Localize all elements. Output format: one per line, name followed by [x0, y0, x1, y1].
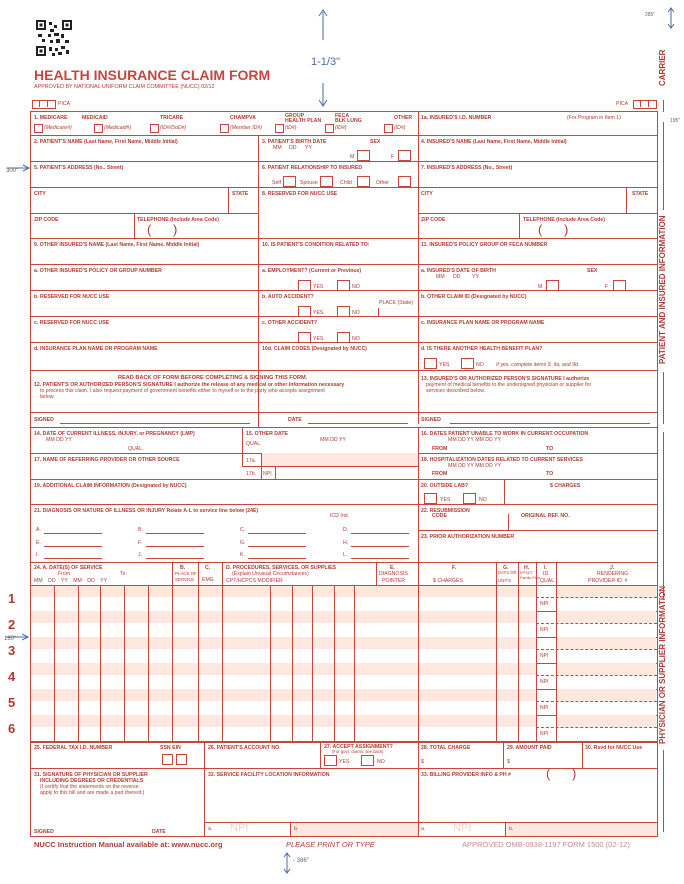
- f6-spouse-checkbox[interactable]: [320, 176, 333, 187]
- f24d2-label: (Explain Unusual Circumstances): [232, 571, 309, 577]
- f25-ssn: SSN EIN: [160, 745, 181, 751]
- diag-a: A.: [36, 527, 41, 533]
- service-line-shade: [31, 637, 536, 649]
- service-line-subdivider: [536, 649, 657, 650]
- service-line-subdivider: [536, 727, 657, 728]
- f33-label: 33. BILLING PROVIDER INFO & PH #: [421, 772, 511, 778]
- f9d-label: d. INSURANCE PLAN NAME OR PROGRAM NAME: [34, 346, 158, 352]
- f24c2-label: EMG: [202, 577, 214, 583]
- service-column-line: [148, 585, 149, 742]
- f24f-label: F.: [452, 565, 457, 571]
- physician-label: PHYSICIAN OR SUPPLIER INFORMATION: [658, 585, 667, 744]
- f10b-no-checkbox[interactable]: [337, 306, 350, 317]
- service-column-line: [222, 585, 223, 742]
- f15-label: 15. OTHER DATE: [246, 431, 288, 437]
- service-line-npi: NPI: [540, 705, 549, 711]
- f24g3-label: UNITS: [498, 578, 512, 583]
- diag-l: L.: [343, 552, 348, 558]
- f24j-label: J.: [610, 565, 615, 571]
- f29-dollar: $: [507, 759, 510, 765]
- f15-qual: QUAL.: [246, 441, 262, 447]
- service-line-shade: [31, 715, 536, 727]
- f4-label: 4. INSURED'S NAME (Last Name, First Name, Middle Initial): [421, 139, 567, 145]
- f27-yes: YES: [339, 759, 350, 765]
- tel2-label: TELEPHONE (Include Area Code): [523, 217, 605, 223]
- pica-left: PICA: [58, 101, 71, 107]
- service-column-line: [556, 562, 557, 742]
- f25-label: 25. FEDERAL TAX I.D. NUMBER: [34, 745, 113, 751]
- f32-npi-watermark: NPI: [230, 822, 249, 834]
- f22-label: 22. RESUBMISSION: [421, 508, 470, 514]
- f12-c: below.: [40, 394, 55, 400]
- f24f2-label: $ CHARGES: [433, 578, 463, 584]
- f10c-label: c. OTHER ACCIDENT?: [262, 320, 318, 326]
- diag-f: F.: [138, 540, 143, 546]
- f32-label: 32. SERVICE FACILITY LOCATION INFORMATION: [208, 772, 330, 778]
- read-back: READ BACK OF FORM BEFORE COMPLETING & SIGNING THIS FORM.: [118, 375, 308, 381]
- f10-label: 10. IS PATIENT'S CONDITION RELATED TO:: [262, 242, 370, 248]
- service-line-shade-right: [556, 663, 656, 675]
- medicare-sub: (Medicare#): [44, 125, 72, 131]
- service-column-line: [100, 585, 101, 742]
- f14-label: 14. DATE OF CURRENT ILLNESS, INJURY, or PREGNANCY (LMP): [34, 431, 195, 437]
- f6-child-checkbox[interactable]: [357, 176, 370, 187]
- diag-d: D.: [343, 527, 349, 533]
- ssn-checkbox[interactable]: [162, 754, 173, 765]
- f24a-cols: MM DD YY MM DD YY: [34, 578, 108, 584]
- f11a-label: a. INSURED'S DATE OF BIRTH: [421, 268, 496, 274]
- right-measure-label: 285": [645, 12, 656, 18]
- service-column-line: [312, 585, 313, 742]
- f17-label: 17. NAME OF REFERRING PROVIDER OR OTHER SOURCE: [34, 457, 180, 463]
- medicaid-sub: (Medicaid#): [104, 125, 132, 131]
- date3-label: DATE: [152, 829, 166, 835]
- bottom-arrow-icon: [283, 851, 291, 875]
- champva-checkbox[interactable]: [220, 124, 229, 133]
- f24e-label: E.: [390, 565, 395, 571]
- f27-label: 27. ACCEPT ASSIGNMENT?: [324, 744, 393, 750]
- f11d-no-checkbox[interactable]: [461, 358, 474, 369]
- top-measure-label: 1-1/3": [311, 56, 340, 68]
- f32-a: a.: [208, 826, 213, 832]
- f24b2-label: PLACE OF: [175, 571, 197, 576]
- diag-i: I.: [36, 552, 39, 558]
- service-line-subdivider: [536, 701, 657, 702]
- f24i2-label: ID.: [543, 571, 550, 577]
- signed-label: SIGNED: [34, 417, 54, 423]
- tel-label: TELEPHONE (Include Area Code): [137, 217, 219, 223]
- service-column-line: [518, 562, 519, 742]
- f31-d: apply to this bill and are made a part thereof.): [40, 790, 145, 796]
- service-line-subdivider: [536, 675, 657, 676]
- f24g2-label: DAYS OR: [498, 570, 517, 575]
- f18-dates: MM DD YY MM DD YY: [448, 463, 502, 469]
- service-column-line: [334, 585, 335, 742]
- other-checkbox[interactable]: [384, 124, 393, 133]
- f16-label: 16. DATES PATIENT UNABLE TO WORK IN CURRENT OCCUPATION: [421, 431, 589, 437]
- service-line-subdivider: [536, 623, 657, 624]
- f24b-label: B.: [180, 565, 186, 571]
- service-line-shade-right: [556, 715, 656, 727]
- group-sub: (ID#): [285, 125, 297, 131]
- f31-b: INCLUDING DEGREES OR CREDENTIALS: [40, 778, 144, 784]
- f22-orig: ORIGINAL REF. NO.: [521, 513, 570, 519]
- f20-no: NO: [479, 497, 487, 503]
- f10b-label: b. AUTO ACCIDENT?: [262, 294, 314, 300]
- f17a-label: 17a.: [246, 458, 257, 464]
- f24g-label: G.: [503, 565, 509, 571]
- qr-code: [36, 20, 72, 56]
- champva-sub: (Member ID#): [230, 125, 262, 131]
- f3-m-checkbox[interactable]: [357, 150, 370, 161]
- f12-b: to process this claim. I also request payment of government benefits either to myself or to the party who accepts assignment: [40, 388, 325, 394]
- f11a-f: F: [605, 284, 609, 290]
- f20-label: 20. OUTSIDE LAB?: [421, 483, 468, 489]
- city-label: CITY: [34, 191, 46, 197]
- f10a-yes-checkbox[interactable]: [298, 280, 311, 291]
- f24j3-label: PROVIDER ID. #: [588, 578, 628, 584]
- f19-label: 19. ADDITIONAL CLAIM INFORMATION (Designated by NUCC): [34, 483, 187, 489]
- f23-label: 23. PRIOR AUTHORIZATION NUMBER: [421, 534, 515, 540]
- service-column-line: [292, 585, 293, 742]
- f11d-label: d. IS THERE ANOTHER HEALTH BENEFIT PLAN?: [421, 346, 543, 352]
- f6-spouse: Spouse: [300, 180, 318, 186]
- service-line-number: 5: [8, 695, 16, 710]
- pica-right-box[interactable]: [633, 100, 657, 109]
- service-line-npi: NPI: [540, 653, 549, 659]
- f24d-label: D. PROCEDURES, SERVICES, OR SUPPLIES: [226, 565, 337, 571]
- f14-qual: QUAL.: [128, 446, 144, 452]
- service-line-shade: [31, 611, 536, 623]
- f9a-label: a. OTHER INSURED'S POLICY OR GROUP NUMBER: [34, 268, 162, 274]
- f24a-from: From: [58, 571, 71, 577]
- f5-label: 5. PATIENT'S ADDRESS (No., Street): [34, 165, 124, 171]
- f3-label: 3. PATIENT'S BIRTH DATE: [262, 139, 327, 145]
- f24i3-label: QUAL.: [540, 578, 556, 584]
- f10b-yes: YES: [313, 310, 324, 316]
- f15-dates: MM DD YY: [320, 437, 346, 443]
- f27-no: NO: [377, 759, 385, 765]
- f17b-npi: NPI: [263, 471, 272, 477]
- f13-b: payment of medical benefits to the undersigned physician or supplier for: [426, 382, 592, 388]
- f3-m: M: [350, 154, 355, 160]
- f20-yes: YES: [440, 497, 451, 503]
- right-arrow-icon: [667, 6, 675, 30]
- f24j2-label: RENDERING: [597, 571, 629, 577]
- f10a-no: NO: [352, 284, 360, 290]
- f31-c: (I certify that the statements on the reverse: [40, 784, 139, 790]
- diag-c: C.: [240, 527, 246, 533]
- f11a-sex: SEX: [587, 268, 598, 274]
- f24e2-label: DIAGNOSIS: [379, 571, 408, 577]
- form-title: HEALTH INSURANCE CLAIM FORM: [34, 67, 271, 83]
- right-measure2-label: 195": [670, 118, 681, 124]
- zip2-label: ZIP CODE: [421, 217, 446, 223]
- left-arrow-icon: [5, 159, 33, 167]
- group-label: GROUP: [285, 113, 305, 119]
- ein-checkbox[interactable]: [176, 754, 187, 765]
- service-column-line: [418, 562, 419, 742]
- f27-note: (For govt. claims, see back): [332, 749, 384, 754]
- diag-j: J.: [138, 552, 143, 558]
- f24a-to: To: [120, 571, 126, 577]
- f11d-note: If yes, complete items 9, 9a, and 9d.: [496, 362, 580, 368]
- f11-label: 11. INSURED'S POLICY GROUP OR FECA NUMBER: [421, 242, 548, 248]
- f24d3-label: CPT/HCPCS MODIFIER: [226, 578, 283, 584]
- f11b-label: b. OTHER CLAIM ID (Designated by NUCC): [421, 294, 527, 300]
- footer-print: PLEASE PRINT OR TYPE: [286, 840, 375, 849]
- f10c-yes-checkbox[interactable]: [298, 332, 311, 343]
- state-label: STATE: [232, 191, 249, 197]
- f16-to: TO: [546, 446, 554, 452]
- pica-right: PICA: [616, 101, 629, 107]
- insured-id-note: (For Program in Item 1): [567, 115, 621, 121]
- f29-label: 29. AMOUNT PAID: [507, 745, 552, 751]
- f16-dates: MM DD YY MM DD YY: [448, 437, 502, 443]
- service-header-column-line: [376, 562, 377, 585]
- signed3-label: SIGNED: [34, 829, 54, 835]
- f33-b: b.: [509, 826, 514, 832]
- f27-yes-checkbox[interactable]: [324, 755, 337, 766]
- f9-label: 9. OTHER INSURED'S NAME (Last Name, First Name, Middle Initial): [34, 242, 200, 248]
- f11d-no: NO: [476, 362, 484, 368]
- service-line-number: 6: [8, 721, 16, 736]
- f3-mm: MM: [273, 145, 282, 151]
- service-line-npi: NPI: [540, 627, 549, 633]
- service-line-shade: [31, 663, 536, 675]
- f27-no-checkbox[interactable]: [361, 755, 374, 766]
- f31-label: 31. SIGNATURE OF PHYSICIAN OR SUPPLIER: [34, 772, 148, 778]
- f24i-label: I.: [544, 565, 547, 571]
- service-line-shade-right: [556, 611, 656, 623]
- f20-yes-checkbox[interactable]: [424, 493, 437, 504]
- f13-c: services described below.: [426, 388, 486, 394]
- carrier-label: CARRIER: [658, 49, 667, 86]
- other-label: OTHER: [394, 115, 413, 121]
- city2-label: CITY: [421, 191, 433, 197]
- f20-no-checkbox[interactable]: [463, 493, 476, 504]
- f32-b: b.: [294, 826, 299, 832]
- f3-f: F: [391, 154, 395, 160]
- service-column-line: [78, 585, 79, 742]
- f6-other: Other: [376, 180, 389, 186]
- service-line-number: 1: [8, 591, 16, 606]
- tricare-label: TRICARE: [160, 115, 184, 121]
- diag-g: G.: [240, 540, 246, 546]
- f28-dollar: $: [421, 759, 424, 765]
- f10b-no: NO: [352, 310, 360, 316]
- service-column-line: [536, 562, 537, 742]
- f6-other-checkbox[interactable]: [398, 176, 411, 187]
- f6-self-checkbox[interactable]: [283, 176, 296, 187]
- f21-icd: ICD Ind.: [330, 513, 350, 519]
- service-column-line: [172, 585, 173, 742]
- f18-label: 18. HOSPITALIZATION DATES RELATED TO CURRENT SERVICES: [421, 457, 583, 463]
- f7-label: 7. INSURED'S ADDRESS (No., Street): [421, 165, 513, 171]
- medicaid-checkbox[interactable]: [94, 124, 103, 133]
- f3-sex: SEX: [370, 139, 381, 145]
- champva-label: CHAMPVA: [230, 115, 256, 121]
- group2-label: HEALTH PLAN: [285, 118, 322, 124]
- service-header-column-line: [172, 562, 173, 585]
- service-column-line: [270, 585, 271, 742]
- date-label: DATE: [288, 417, 302, 423]
- service-line-shade-right: [556, 637, 656, 649]
- f11a-dd: DD: [453, 274, 461, 280]
- service-line-npi: NPI: [540, 731, 549, 737]
- medicare-label: 1. MEDICARE: [34, 115, 68, 121]
- signed2-label: SIGNED: [421, 417, 441, 423]
- diag-h: H.: [343, 540, 349, 546]
- f14-dates: MM DD YY: [46, 437, 72, 443]
- service-line-shade-right: [556, 689, 656, 701]
- f24h3-label: Family Plan: [520, 576, 540, 580]
- service-line-number: 2: [8, 617, 16, 632]
- f18-from: FROM: [432, 471, 448, 477]
- tricare-checkbox[interactable]: [150, 124, 159, 133]
- f17b-label: 17b.: [246, 471, 257, 477]
- f18-to: TO: [546, 471, 554, 477]
- f20-charges: $ CHARGES: [550, 483, 581, 489]
- diag-e: E.: [36, 540, 41, 546]
- f10a-yes: YES: [313, 284, 324, 290]
- f22-code: CODE: [432, 513, 447, 519]
- f10c-yes: YES: [313, 336, 324, 342]
- f11d-yes: YES: [439, 362, 450, 368]
- service-line-shade: [31, 585, 536, 597]
- left-measure2-label: 180": [4, 636, 17, 642]
- f24b3-label: SERVICE: [175, 577, 195, 582]
- service-header-column-line: [222, 562, 223, 585]
- service-line-number: 3: [8, 643, 16, 658]
- f26-label: 26. PATIENT'S ACCOUNT NO.: [208, 745, 281, 751]
- f13-label: 13. INSURED'S OR AUTHORIZED PERSON'S SIGNATURE I authorize: [421, 376, 590, 382]
- f2-label: 2. PATIENT'S NAME (Last Name, First Name, Middle Initial): [34, 139, 178, 145]
- f10c-no-checkbox[interactable]: [337, 332, 350, 343]
- left-measure-label: 300": [6, 168, 19, 174]
- approved-by: APPROVED BY NATIONAL UNIFORM CLAIM COMMITTEE (NUCC) 02/12: [34, 84, 215, 90]
- f10c-no: NO: [352, 336, 360, 342]
- f24e3-label: POINTER: [382, 578, 406, 584]
- f3-f-checkbox[interactable]: [398, 150, 411, 161]
- service-column-line: [198, 585, 199, 742]
- footer-approved: APPROVED OMB-0938-1197 FORM 1500 (02-12): [462, 840, 630, 849]
- f12-label: 12. PATIENT'S OR AUTHORIZED PERSON'S SIGNATURE I authorize the release of any medical or other information necessary: [34, 382, 345, 388]
- service-column-line: [54, 585, 55, 742]
- f9b-label: b. RESERVED FOR NUCC USE: [34, 294, 110, 300]
- f24a-label: 24. A. DATE(S) OF SERVICE: [34, 565, 103, 571]
- footer-manual: NUCC Instruction Manual available at: www.nucc.org: [34, 840, 223, 849]
- f16-from: FROM: [432, 446, 448, 452]
- f11a-m: M: [538, 284, 543, 290]
- insured-id-label: 1a. INSURED'S I.D. NUMBER: [421, 115, 492, 121]
- zip-label: ZIP CODE: [34, 217, 59, 223]
- f28-label: 28. TOTAL CHARGE: [421, 745, 471, 751]
- service-line-number: 4: [8, 669, 16, 684]
- f33-a: a.: [421, 826, 426, 832]
- f24h-label: H.: [524, 565, 530, 571]
- f33-npi-watermark: NPI: [453, 822, 472, 834]
- f30-label: 30. Rsvd for NUCC Use: [585, 745, 643, 751]
- other-sub: (ID#): [394, 125, 406, 131]
- medicare-checkbox[interactable]: [34, 124, 43, 133]
- f11d-yes-checkbox[interactable]: [424, 358, 437, 369]
- f8-label: 8. RESERVED FOR NUCC USE: [262, 191, 338, 197]
- service-line-subdivider: [536, 597, 657, 598]
- diag-b: B.: [138, 527, 143, 533]
- f10a-label: a. EMPLOYMENT? (Current or Previous): [262, 268, 362, 274]
- f6-label: 6. PATIENT RELATIONSHIP TO INSURED: [262, 165, 363, 171]
- f11a-yy: YY: [472, 274, 479, 280]
- f11a-mm: MM: [436, 274, 445, 280]
- service-line-npi: NPI: [540, 601, 549, 607]
- f11c-label: c. INSURANCE PLAN NAME OR PROGRAM NAME: [421, 320, 545, 326]
- diag-k: K.: [240, 552, 245, 558]
- f24h2-label: EPSDT: [520, 571, 533, 575]
- bottom-measure-label: - 386": [293, 858, 309, 864]
- f10b-yes-checkbox[interactable]: [298, 306, 311, 317]
- service-line-shade-right: [556, 585, 656, 597]
- f24c-label: C.: [205, 565, 211, 571]
- medicaid-label: MEDICAID: [82, 115, 108, 121]
- service-column-line: [354, 585, 355, 742]
- f10b-place: PLACE (State): [379, 300, 414, 306]
- f3-dd: DD: [289, 145, 297, 151]
- f6-self: Self: [272, 180, 281, 186]
- service-header-column-line: [198, 562, 199, 585]
- service-line-shade: [31, 689, 536, 701]
- f10d-label: 10d. CLAIM CODES (Designated by NUCC): [262, 346, 367, 352]
- feca2-label: BLK LUNG: [335, 118, 362, 124]
- pica-left-box[interactable]: [32, 100, 56, 109]
- f9c-label: c. RESERVED FOR NUCC USE: [34, 320, 110, 326]
- service-column-line: [496, 562, 497, 742]
- service-line-npi: NPI: [540, 679, 549, 685]
- service-column-line: [124, 585, 125, 742]
- f21-label: 21. DIAGNOSIS OR NATURE OF ILLNESS OR INJURY Relate A-L to service line below (24E): [34, 508, 259, 514]
- feca-sub: (ID#): [335, 125, 347, 131]
- f3-yy: YY: [305, 145, 312, 151]
- f11a-f-checkbox[interactable]: [613, 280, 626, 291]
- patient-label: PATIENT AND INSURED INFORMATION: [658, 215, 667, 364]
- f10a-no-checkbox[interactable]: [337, 280, 350, 291]
- f6-child: Child: [340, 180, 352, 186]
- group-checkbox[interactable]: [275, 124, 284, 133]
- state2-label: STATE: [632, 191, 649, 197]
- tricare-sub: (ID#/DoD#): [160, 125, 187, 131]
- feca-checkbox[interactable]: [325, 124, 334, 133]
- feca-label: FECA: [335, 113, 350, 119]
- f11a-m-checkbox[interactable]: [546, 280, 559, 291]
